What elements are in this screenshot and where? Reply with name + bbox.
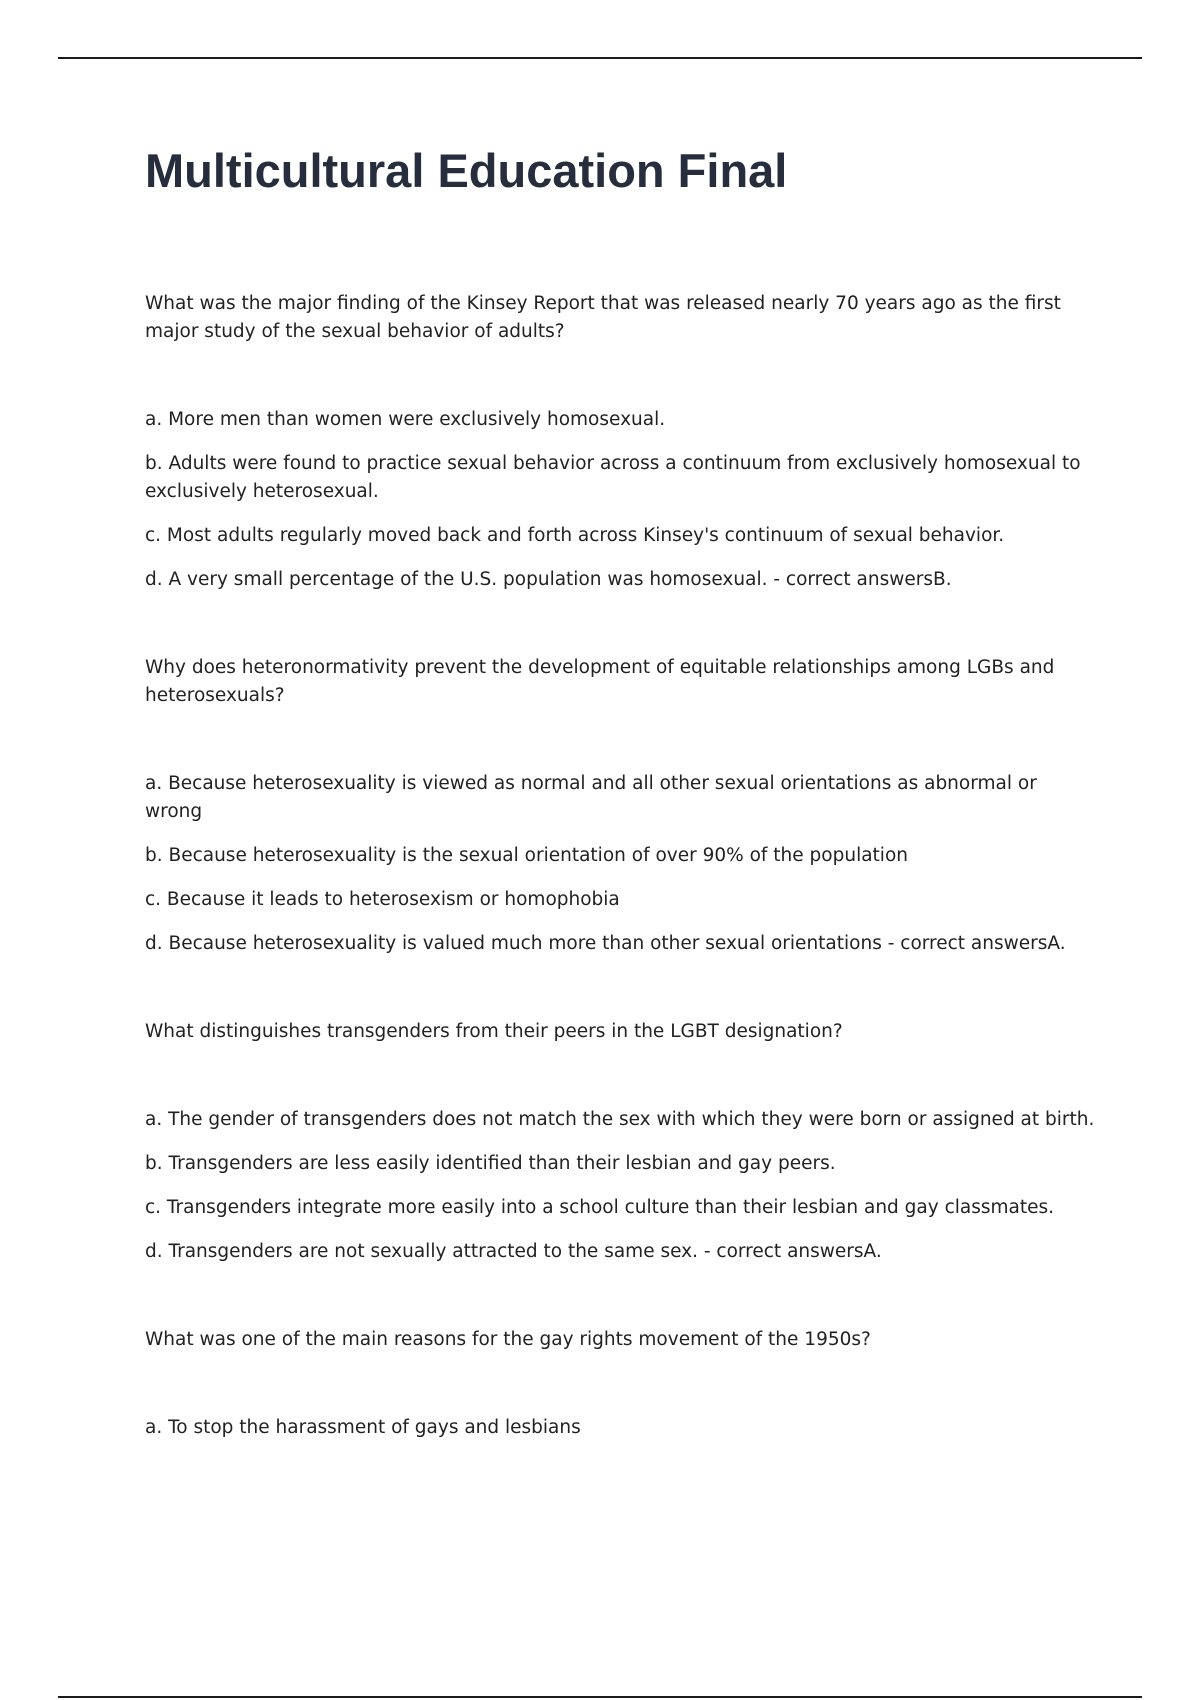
question-2-prompt: Why does heteronormativity prevent the development of equitable relationships among LGBs and heterosexuals? xyxy=(145,657,1055,706)
question-1-option-d: d. A very small percentage of the U.S. population was homosexual. - correct answersB. xyxy=(145,569,952,590)
question-3-option-a: a. The gender of transgenders does not match the sex with which they were born or assigned at birth. xyxy=(145,1109,1095,1130)
question-3-option-b: b. Transgenders are less easily identified than their lesbian and gay peers. xyxy=(145,1153,836,1174)
document-body xyxy=(145,290,1095,1458)
question-4-prompt: What was one of the main reasons for the gay rights movement of the 1950s? xyxy=(145,1329,871,1350)
question-2-option-a: a. Because heterosexuality is viewed as normal and all other sexual orientations as abnormal or wrong xyxy=(145,773,1037,822)
bottom-rule xyxy=(58,1696,1142,1698)
question-3-prompt: What distinguishes transgenders from their peers in the LGBT designation? xyxy=(145,1021,843,1042)
question-3-option-c: c. Transgenders integrate more easily into a school culture than their lesbian and gay classmates. xyxy=(145,1197,1055,1218)
top-rule xyxy=(58,57,1142,59)
question-3-option-d: d. Transgenders are not sexually attracted to the same sex. - correct answersA. xyxy=(145,1241,882,1262)
document-title: Multicultural Education Final xyxy=(145,144,788,197)
question-1-option-c: c. Most adults regularly moved back and forth across Kinsey's continuum of sexual behavior. xyxy=(145,525,1005,546)
question-2-option-b: b. Because heterosexuality is the sexual orientation of over 90% of the population xyxy=(145,845,908,866)
question-1-prompt: What was the major finding of the Kinsey Report that was released nearly 70 years ago as the first major study of the sexual behavior of adults? xyxy=(145,293,1061,342)
question-1-option-b: b. Adults were found to practice sexual behavior across a continuum from exclusively homosexual to exclusively heterosexual. xyxy=(145,453,1081,502)
question-1-option-a: a. More men than women were exclusively homosexual. xyxy=(145,409,666,430)
question-2-option-c: c. Because it leads to heterosexism or homophobia xyxy=(145,889,620,910)
question-2-option-d: d. Because heterosexuality is valued much more than other sexual orientations - correct answersA. xyxy=(145,933,1066,954)
question-4-option-a: a. To stop the harassment of gays and lesbians xyxy=(145,1417,581,1438)
